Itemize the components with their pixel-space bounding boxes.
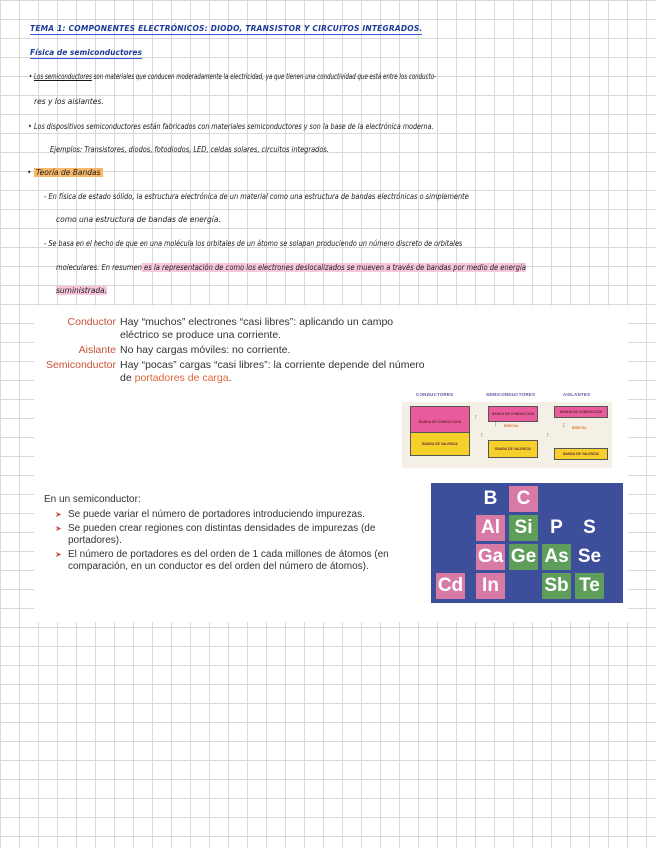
- note-bullet-semiconductors-cont: res y los aislantes.: [34, 97, 104, 106]
- note-examples: Ejemplos: Transistores, diodos, fotodiodos, LED, celdas solares, circuitos integrados.: [50, 145, 329, 154]
- band-header-conductors: CONDUCTORES: [416, 392, 454, 397]
- definitions-list: [44, 316, 430, 385]
- definition-text: No hay cargas móviles: no corriente.: [120, 344, 291, 356]
- semiconductor-point: ➤ El número de portadores es del orden de 1 cada millones de átomos (en comparación, en un conductor es del orden del número de átomos).: [68, 549, 414, 573]
- definition-term: Conductor: [67, 316, 116, 328]
- element-ge: Ge: [509, 544, 538, 570]
- energy-arrow-icon: ↑: [474, 414, 478, 421]
- semiconductor-points: [44, 509, 414, 573]
- definition-accent: portadores de carga: [134, 372, 229, 384]
- note-band-def-1-cont: como una estructura de bandas de energía.: [56, 215, 221, 224]
- note-highlight: es la representación de como los electrones deslocalizados se mueven a través de bandas por medio de energía: [141, 263, 526, 272]
- element-as: As: [542, 544, 571, 570]
- band-header-semiconductors: SEMICONDUCTORES: [486, 392, 536, 397]
- element-cd: Cd: [436, 573, 465, 599]
- definition-text-part: Hay “pocas” cargas “casi libres”: la corriente depende del número de: [120, 359, 425, 384]
- note-band-def-1: - En física de estado sólido, la estructura electrónica de un material como una estructura de bandas electrónicas o simplemente: [44, 192, 469, 201]
- gap-arrow-icon: ↕: [494, 421, 498, 428]
- note-band-def-2: - Se basa en el hecho de que en una molécula los orbitales de un átomo se solapan produciendo un número discreto de orbitales: [44, 239, 463, 248]
- note-keyword: Los semiconductores: [34, 72, 92, 81]
- conductor-valence-band: BANDA DE VALENCIA: [410, 432, 470, 456]
- gap-arrow-icon: ↕: [562, 422, 566, 429]
- definition-term: Semiconductor: [45, 359, 116, 371]
- semiconductor-intro: En un semiconductor:: [44, 494, 141, 505]
- element-c: C: [509, 486, 538, 512]
- semiconductor-gap-label: BRECHA: [504, 424, 519, 428]
- note-text: son materiales que conducen moderadamente la electricidad, ya que tienen una conductividad que está entre los conducto-: [91, 72, 437, 81]
- note-subtitle: Física de semiconductores: [30, 48, 142, 57]
- element-in: In: [476, 573, 505, 599]
- element-p: P: [542, 515, 571, 541]
- band-header-insulators: AISLANTES: [563, 392, 591, 397]
- definition-conductor: [44, 316, 430, 342]
- semiconductor-valence-band: BANDA DE VALENCIA: [488, 440, 538, 458]
- note-heading-band-theory: Teoría de Bandas: [36, 168, 101, 177]
- energy-arrow-icon: ↑: [480, 432, 484, 439]
- conductor-conduction-band: BANDA DE CONDUCCIÓN: [410, 406, 470, 438]
- element-s: S: [575, 515, 604, 541]
- semiconductor-point: ➤ Se puede variar el número de portadores introduciendo impurezas.: [68, 509, 414, 521]
- element-al: Al: [476, 515, 505, 541]
- insulator-gap-label: BRECHA: [572, 426, 587, 430]
- insulator-conduction-band: BANDA DE CONDUCCIÓN: [554, 406, 608, 418]
- semiconductor-point: ➤ Se pueden crear regiones con distintas densidades de impurezas (de portadores).: [68, 523, 414, 547]
- slide-card: [34, 306, 628, 622]
- definition-text-part: .: [228, 372, 232, 384]
- energy-arrow-icon: ↑: [546, 432, 550, 439]
- element-b: B: [476, 486, 505, 512]
- note-band-def-2-cont: [56, 263, 526, 272]
- element-sb: Sb: [542, 573, 571, 599]
- band-diagram: [402, 392, 612, 472]
- definition-semiconductor: [44, 359, 430, 385]
- note-title: TEMA 1: COMPONENTES ELECTRÓNICOS: DIODO, TRANSISTOR Y CIRCUITOS INTEGRADOS.: [30, 24, 423, 33]
- definition-term: Aislante: [78, 344, 116, 356]
- element-te: Te: [575, 573, 604, 599]
- note-band-theory-heading: [34, 168, 103, 177]
- note-band-def-2-end: [56, 286, 107, 295]
- element-se: Se: [575, 544, 604, 570]
- element-si: Si: [509, 515, 538, 541]
- note-highlight: suministrada.: [56, 286, 108, 295]
- element-ga: Ga: [476, 544, 505, 570]
- periodic-table-snippet: [431, 483, 623, 603]
- note-bullet-devices: • Los dispositivos semiconductores están fabricados con materiales semiconductores y son la base de la electrónica moderna.: [34, 122, 434, 131]
- note-bullet-semiconductors: [34, 72, 436, 81]
- insulator-valence-band: BANDA DE VALENCIA: [554, 448, 608, 460]
- definition-text: [120, 359, 430, 385]
- definition-text: Hay “muchos” electrones “casi libres”: aplicando un campo eléctrico se produce una corriente.: [120, 316, 394, 341]
- semiconductor-properties: [44, 494, 414, 575]
- definition-insulator: [44, 344, 430, 357]
- semiconductor-conduction-band: BANDA DE CONDUCCIÓN: [488, 406, 538, 422]
- note-text: moleculares. En resumen: [56, 263, 142, 272]
